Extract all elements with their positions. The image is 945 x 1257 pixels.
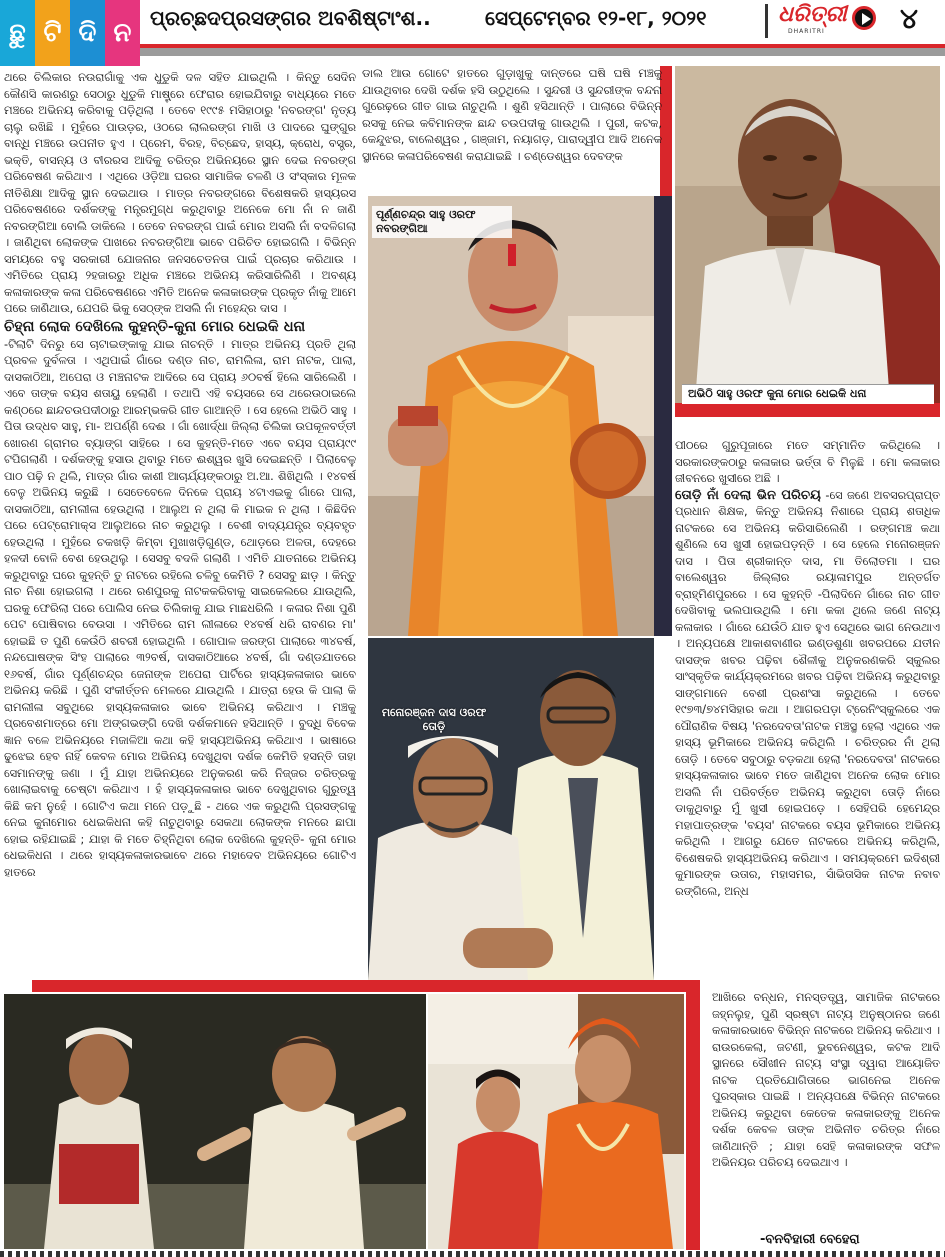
play-icon (852, 6, 876, 30)
accent-bar (675, 403, 940, 417)
header-rule-grey (140, 48, 945, 56)
page-bottom-stripe (0, 1251, 945, 1257)
article-paragraph: ଥରେ ଚିଲିକାର ନଉରାଗାଁକୁ ଏକ ଧୁଡୁକି ଦଳ ସହିତ ଯାଇଥିଲି । କିନ୍ତୁ ସେଦିନ କୌଣସି କାରଣରୁ ସେଠାରୁ ଧୁଡୁକି ମାଷ୍ଟ୍ରେ ଫେରାର ହୋଇଯିବାରୁ ବାଧ୍ୟରେ ମତେ ମଞ୍ଚରେ ଅଭିନୟ କରିବାକୁ ପଡ଼ିଥିଲା । ତେବେ ୧୯୯୫ ମସିହାଠାରୁ 'ନବରଙ୍ଗ' ନୃତ୍ୟ ଚାଲୁ ରଖିଛି । ମୁହଁରେ ପାଉଡ଼ର, ଓଠରେ ଲାଲରଙ୍ଗ ମାଖି ଓ ପାଦରେ ଘୁଙ୍ଗୁର ବାନ୍ଧି ମଞ୍ଚରେ ଉପନୀତ ହୁଏ । ପ୍ରେମ, ବିରହ, ବିଚ୍ଛେଦ, ହାସ୍ୟ, କ୍ରୋଧ, ବସ୍ତ୍ର, ଭକ୍ତି, ବାସନ୍ୟ ଓ ବୀରରସ ଆଦିକୁ ଚରିତ୍ର ଅଭିନୟରେ ସ୍ଥାନ ଦେଇ ନବରଙ୍ଗ ପରିବେଷଣ କରିଥାଏ । ଏଥିରେ ଓଡ଼ିଆ ଘରର ସାମାଜିକ ଚଳଣି ଓ ସଂସ୍କାର ମୂଳକ ନୀତିଶିକ୍ଷା ଆଦିକୁ ସ୍ଥାନ ଦେଇଥାଉ । ମାତ୍ର ନବରଙ୍ଗରେ ବିଶେଷକରି ହାସ୍ୟରସ ପରିବେଷଣରେ ଦର୍ଶକଙ୍କୁ ମନ୍ତ୍ରମୁଗ୍ଧ କରୁଥିବାରୁ ଅନେକେ ମୋ ନାଁ ନ ଜାଣି ନବରଙ୍ଗିଆ ବୋଲି ଡାକିଲେ । ତେବେ ନବରଙ୍ଗ ପାଇଁ ମୋର ଅସଲି ନାଁ ବଦଳିଗଲା । ଜାଣିଥିବା ଲୋକଙ୍କ ପାଖରେ ନବରଙ୍ଗିଆ ଭାବେ ପରିଚିତ ହୋଇଗଲି । ବିଭିନ୍ନ ସମୟରେ ବହୁ ସରକାରୀ ଯୋଜନାର ଜନସଚେତନତା ପାଇଁ ପ୍ରଚାର କରିଥାଉ । ଏମିତିରେ ପ୍ରାୟ ୨ହଜାରରୁ ଅଧିକ ମଞ୍ଚରେ ଅଭିନୟ କରିସାରିଲିଣି । ଅବଶ୍ୟ କଳାକାରଙ୍କ କଳା ପରିବେଷଣରେ ଏମିତି ଅନେକ କଳାକାରଙ୍କ ପ୍ରକୃତ ନାଁକୁ ଆମେ ପରେ ଜାଣିଥାଉ, ଯେପରି ଭିକୁ ସେଠ୍ଙ୍କ ଅସଲି ନାଁ ମହେନ୍ଦ୍ର ଦାସ । (4, 71, 356, 315)
article-column-right (675, 438, 940, 983)
issue-date: ସେପ୍ଟେମ୍ବର ୧୨-୧୮, ୨୦୨୧ (485, 6, 707, 30)
masthead-letter: ନ (105, 0, 140, 66)
photo-elder-artist (675, 66, 940, 403)
accent-bar (686, 980, 700, 1250)
photo-stage-performance (4, 994, 426, 1249)
photo-caption: ପୂର୍ଣ୍ଣଚନ୍ଦ୍ର ସାହୁ ଓରଫ ନବରଙ୍ଗିଆ (372, 206, 512, 238)
photo-caption: ମନୋରଞ୍ଜନ ଦାସ ଓରଫ ତୋଡ଼ି (381, 706, 487, 733)
page-header (0, 0, 945, 48)
photo-todi-duo (368, 638, 654, 980)
section-title: ପ୍ରଚ୍ଛଦପ୍ରସଙ୍ଗର ଅବଶିଷ୍ଟାଂଶ.. (150, 6, 431, 30)
photo-nabarangia (368, 196, 654, 636)
article-column-right-bottom (712, 990, 940, 1222)
brand-logo: ଧରିତ୍ରୀ (778, 2, 847, 27)
article-subhead: ତୋଡ଼ି ନାଁ ଦେଲା ଭିନ ପରିଚୟ (675, 487, 821, 503)
masthead-letter: ଛୁ (0, 0, 35, 66)
accent-bar (32, 980, 700, 992)
photo-caption: ଅଭିଠି ସାହୁ ଓରଫ କୁନା ମୋର ଧେଇକି ଧନା (682, 384, 934, 404)
brand-subtitle: DHARITRI (788, 28, 825, 35)
masthead-chhutidina (0, 0, 140, 66)
author-byline: -ବନବିହାରୀ ବେହେରା (760, 1232, 860, 1247)
article-paragraph: -ଟିଲାଟି ଦିନରୁ ସେ ଚାଟାଇଙ୍କାକୁ ଯାଇ ନାଚନ୍ତି । ମାତ୍ର ଅଭିନୟ ପ୍ରତି ଥିଲା ପ୍ରବଳ ଦୁର୍ବଳତା । ଏଥିପାଇଁ ଗାଁରେ ଦଣ୍ଡ ନାଚ, ରାମଲିଳା, ରାମ ନାଟକ, ପାଲା, ଦାସକାଠିଆ, ଅପେରା ଓ ମଞ୍ଚନାଟକ ଆଦିରେ ସେ ପ୍ରାୟ ୬୦ବର୍ଷ ହିଲେ ସାରିଲେଣି । ଏବେ ତାଙ୍କ ବୟସ ଶତାୟୁ ହେଲାଣି । ତଥାପି ଏହି ବୟସରେ ସେ ଥରେଉଠାଇଲେ କଣ୍ଠରେ ଛାନ୍ଦଚଉପଦୀଠାରୁ ଆରମ୍ଭକରି ଗୀତ ଗାଆନ୍ତି । ସେ ହେଲେ ଅଭିଠି ସାହୁ । ପିତା ଉଦ୍ଧବ ସାହୁ, ମା- ଅପର୍ଣ୍ଣି ଦେଈ । ଗାଁ ଖୋର୍ଦ୍ଧା ଜିଲ୍ଲା ଚିଲିକା ଉପକୂଳବର୍ତ୍ତୀ ଖୋରଣ ଗ୍ରାମର ବ୍ୟାଙ୍ଗ ସାହିରେ । ସେ କୁହନ୍ତି-ମତେ ଏବେ ବୟସ ପ୍ରାୟ୯୯ ଟପିଗଲାଣି । ଦର୍ଶକଙ୍କୁ ହସାଉ ଥିବାରୁ ମତେ ଈଶ୍ୱର ଖୁସି ଦେଇଛନ୍ତି । ପିଲାବେଳୁ ପାଠ ପଢ଼ି ନ ଥିଲି, ମାତ୍ର ଗାଁର କାଶୀ ଆଚାର୍ଯ୍ୟଙ୍କଠାରୁ ଅ.ଆ. ଶିଖିଥିଲି । ୧୪ବର୍ଷ ବେଳୁ ଅଭିନୟ କରୁଛି । ସେତେବେଳେ ଦିନକେ ପ୍ରାୟ ୪ଟାଏଇକୁ ଗାଁରେ ପାଲା, ଦାସକାଠିଆ, ରାମଲୀଳା ହେଉଥିଲା । ଆଲୁଅ ନ ଥିଲା କି ମାଇକ ନ ଥିଲା । କିଛିଦିନ ପରେ ପେଟ୍ରୋମାକ୍ସ ଆଲୁଅରେ ନାଚ କରୁଥିଲୁ । ବେଶୀ ବାଦ୍ୟଯନ୍ତ୍ର ବ୍ୟବହୃତ ହେଉଥିଲା । ମୁହଁରେ ଚକଖଡ଼ି କିମ୍ବା ମୁଖାଖଡ଼ିଗୁଣ୍ଡ, ଥୋଡ଼ରେ ଅଳତା, ଦେହରେ ହଳଦୀ ବୋଳି ବେଶ ହେଉଥିଲୁ । ସେସବୁ ବଦଳି ଗଲାଣି । ଏମିତି ଯାତନାରେ ଅଭିନୟ କରୁଥିବାରୁ ଘରେ କୁହନ୍ତି ତୁ ନାଟରେ ରହିଲେ ଚଳିବୁ କେମିତି ? ସେସବୁ ଛାଡ଼ । କିନ୍ତୁ ନାଚ ନିଶା ହୋଇଗଲା । ଥରେ ରଣପୁରକୁ ନାଟକକରିବାକୁ ସାଇକେଲରେ ଯାଉଥିଲି, ଘରକୁ ଫେରିଲା ପରେ ପୋଲିସ ନେଇ ଚିଲିକାକୁ ଯାଇ ମାଛଧରିଲି । କଳାର ନିଶା ପୁଣି ପେଟ ପୋଷିବାର ବେଉସା । ଏମିତିରେ ରାମ ଲୀଳାରେ ୧୪ବର୍ଷ ଧରି ରାବଣର ମା' ହୋଇଛି ତ ପୁଣି କେଉଁଠି ଶବରୀ ହୋଇଥିଲି । ଗୋପାଳ ଜରଙ୍ଗ ପାଲାରେ ୩୪ବର୍ଷ, ନନ୍ଦଘୋଷଙ୍କ ସିଂହ ପାଲାରେ ୩୨ବର୍ଷ, ଦାସକାଠିଆରେ ୪ବର୍ଷ, ଗାଁ ଦଣ୍ଡଯାତରେ ୧୬ବର୍ଷ, ଗାଁର ପୂର୍ଣ୍ଣଚନ୍ଦ୍ର ଜେନାଙ୍କ ଅପେରା ପାର୍ଟିରେ ହାସ୍ୟକଳାକାର ଭାବେ ଅଭିନୟ କରିଛି । ପୁଣି ସଂକୀର୍ତ୍ତନ ମେଳରେ ଯାଉଥିଲି । ଯାତ୍ରା ହେଉ କି ପାଲା କି ରାମଲୀଳା ସବୁଥିରେ ହାସ୍ୟକଳାକାର ଭାବେ ଅଭିନୟ କରିଥାଏ । ମଞ୍ଚକୁ ପ୍ରବେଶମାତ୍ରେ ମୋ ଅଙ୍ଗଭଙ୍ଗି ଦେଖି ଦର୍ଶକମାନେ ହସିଥାନ୍ତି । ବୁଦ୍ଧି ବିବେକ ଜ୍ଞାନ ବଳେ ଅଭିନୟରେ ମଜାଳିଆ କଥା କହି ହାସ୍ୟଅଭିନୟ କରିଥାଏ । ଭାଷାରେ ଢୁଝେଇ ହେବ ନାହିଁ କେବଳ ମୋର ଅଭିନୟ ଦେଖୁଥିବା ଦର୍ଶକ କେମିତି ହସନ୍ତି ତାହା ସେମାନଙ୍କୁ ଜଣା । ମୁଁ ଯାହା ଅଭିନୟରେ ଅନୁକରଣ କରି ନିଜ୍ଜର ଚରିତ୍ରକୁ ଖୋଲାଇବାକୁ ଚେଷ୍ଟା କରିଥାଏ । ହଁ ହାସ୍ୟକଳାକାର ଭାବେ ଦେଖୁଥିବାର ଗୁରୁତ୍ୱ କିଛି କମ ନୁହେଁ । ଗୋଟିଏ କଥା ମନେ ପଡ଼ୁଛି - ଥରେ ଏକ କରୁଥିଲି ପ୍ରସଙ୍ଗକୁ ନେଇ କୁନାମୋର ଧେଇକିଧନା କହି ନାଚୁଥିବାରୁ ସେକଥା ଲୋକଙ୍କ ମନରେ ଛାପା ହୋଇ ରହିଯାଇଛି ; ଯାହା କି ମତେ ଚିହ୍ନିଥିବା ଲୋକ ଦେଖିଲେ କୁହନ୍ତି- କୁନା ମୋର ଧେଇକିଧନା । ଥରେ ହାସ୍ୟକଳାକାରଭାବେ ଥରେ ମହାଦେବ ଅଭିନୟରେ ଗୋଟିଏ ହାତରେ (4, 337, 356, 879)
accent-bar (654, 196, 672, 636)
photo-costume-pair (428, 994, 684, 1249)
header-divider (765, 4, 768, 38)
article-paragraph: ପୀଠରେ ଗୁରୁପୂଜାରେ ମତେ ସମ୍ମାନିତ କରିଥିଲେ । ସରକାରଙ୍କଠାରୁ କଳାକାର ଭର୍ତ୍ତା ବି ମିଳୁଛି । ମୋ କଳାକାର ଜୀବନରେ ଖୁସୀରେ ଅଛି । (675, 439, 940, 485)
article-paragraph: ଡାଲ ଆଉ ଗୋଟେ ହାତରେ ଗୁଡ଼ାଖୁକୁ ଦାନ୍ତରେ ଘଷି ଘଷି ମଞ୍ଚକୁ ଯାଉଥିବାର ଦେଖି ଦର୍ଶକ ହସି ଉଠୁଥିଲେ । ସୁନ୍ଦରୀ ଓ ସୁନ୍ଦରୀଙ୍କ ବନ୍ଦନା ଗୁରେଢ଼ରେ ଗୀତ ଗାଇ ନାଚୁଥିଲି । ଶୁଣି ହସିଥାନ୍ତି । ପାଲାରେ ବିଭିନ୍ନ ରସକୁ ନେଇ କବିମାନଙ୍କ ଛାନ୍ଦ ଚଉପଦୀକୁ ଗାଉଥିଲି । ପୁରୀ, କଟକ, କେନ୍ଦୁଝର, ବାଲେଶ୍ୱର , ଗଞ୍ଜାମ, ନୟାଗଡ଼, ପାରାଦ୍ୱୀପ ଆଦି ଅନେକ ସ୍ଥାନରେ କଳାପରିବେଷଣ କରାଯାଇଛି । ଚଣ୍ଡେଶ୍ୱର ଦେବଙ୍କ (362, 67, 662, 163)
article-column-left (4, 70, 356, 970)
page-number: ୪ (900, 2, 918, 35)
masthead-letter: ଦି (70, 0, 105, 66)
article-paragraph: -ସେ ଜଣେ ଅବସରପ୍ରାପ୍ତ ପ୍ରଧାନ ଶିକ୍ଷକ, କିନ୍ତୁ ଅଭିନୟ ନିଶାରେ ପ୍ରାୟ ଶତାଧିକ ନାଟକରେ ସେ ଅଭିନୟ କରିସାରିଲେଣି । ରଙ୍ଗମଞ୍ଚ କଥା ଶୁଣିଲେ ସେ ଖୁସୀ ହୋଇପଡ଼ନ୍ତି । ସେ ହେଲେ ମନୋରଞ୍ଜନ ଦାସ । ପିତା ଶ୍ରୀକାନ୍ତ ଦାସ, ମା ତିଲୋତମା । ଘର ବାଲେଶ୍ୱର ଜିଲ୍ଲାର ରୟାଳାମପୁର ଅନ୍ତର୍ଗତ ବ୍ରାହ୍ମିଣପୁରରେ । ସେ କୁହନ୍ତି -ପିଲାଦିନେ ଗାଁରେ ନାଚ ଗୀତ ଦେଖିବାକୁ ଭଲପାଉଥିଲି । ମୋ କକା ଥିଲେ ଜଣେ ନାଟ୍ୟ କଳାକାର । ଗାଁରେ ଯେଉଁଠି ଯାତ ହୁଏ ସେଥିରେ ଭାଗ ନେଉଥାଏ । ଅନ୍ୟପକ୍ଷେ ଆକାଶବାଣୀର ଇଣ୍ଡଶୁଣା ଖବରପରେ ଯତୀନ ଦାସଙ୍କ ଖବର ପଢ଼ିବା ଶୈଳୀକୁ ଅନୁକରଣକରି ସ୍କୁଲର ସାଂସ୍କୃତିକ କାର୍ଯ୍ୟକ୍ରମରେ ଖବର ପଢ଼ିବା ଅଭିନୟ କରୁଥିବାରୁ ସାଙ୍ଗମାନେ ବେଶୀ ପ୍ରଶଂସା କରୁଥିଲେ । ତେବେ ୧୯୭୩/୭୪ମସିହାର କଥା । ଆଗରପଡ଼ା ଟ୍ରେନିଂସ୍କୁଲରେ ଏକ ପୌରାଣିକ ବିଷୟ 'ନରଦେବତା'ନାଟକ ମଞ୍ଚସ୍ଥ ହେଲା ଏଥିରେ ଏକ ହାସ୍ୟ ଭୂମିକାରେ ଅଭିନୟ କରିଥିଲି । ଚରିତ୍ରର ନାଁ ଥିଲା ତୋଡ଼ି । ତେବେ ସବୁଠାରୁ ବଡ଼କଥା ହେଲା 'ନରଦେବତା' ନାଟକରେ ହାସ୍ୟକଳାକାର ଭାବେ ମତେ ଜାଣିଥିବା ଅନେକ ଲୋକ ମୋର ଅସଲି ନାଁ ପରିବର୍ତ୍ତେ ଅଭିନୟ କରୁଥିବା ତୋଡ଼ି ନାଁରେ ଡାକୁଥିବାରୁ ମୁଁ ଖୁସୀ ହୋଇପଡ଼େ । ସେହିପରି ହେମେନ୍ଦ୍ର ମହାପାତ୍ରଙ୍କ 'ବୟସ' ନାଟକରେ ବୟସ ଭୂମିକାରେ ଅଭିନୟ କରିଥିଲି । ଆଗରୁ ଯେତେ ନାଟକରେ ଅଭିନୟ କରିଥିଲି, ବିଶେଷକରି ହାସ୍ୟଅଭିନୟ କରିଥାଏ । ସମୟକ୍ରମେ ଇଦିଶ୍ରୀ କୁମାରଙ୍କ ଉତାର, ମହାସମର, ସାଁଭିତାସିକ ନାଟକ ନବାବ ରଙ୍ଗିଲେ, ଅନ୍ଧ (675, 488, 940, 898)
article-column-middle (362, 66, 662, 174)
article-paragraph: ଆଖିରେ ବନ୍ଧନ, ମନସ୍ତତ୍ତ୍ୱ, ସାମାଜିକ ନାଟକରେ ଜହ୍ନଲୁହ, ପୁଣି ସ୍ରଷ୍ଟା ନାଟ୍ୟ ଅନୁଷ୍ଠାନର ଜଣେ କଳାକାରଭାବେ ବିଭିନ୍ନ ନାଟକରେ ଅଭିନୟ କରିଥାଏ । ରାଉରକେଲା, ଜଟଣୀ, ଭୁବନେଶ୍ୱର, କଟକ ଆଦି ସ୍ଥାନରେ ସୌଖୀନ ନାଟ୍ୟ ସଂସ୍ଥା ଦ୍ୱାରା ଆୟୋଜିତ ନାଟକ ପ୍ରତିଯୋଗିତାରେ ଭାଗନେଇ ଅନେକ ପୁରସ୍କାର ପାଇଛି । ଅନ୍ୟପକ୍ଷେ ବିଭିନ୍ନ ନାଟକରେ ଅଭିନୟ କରୁଥିବା କେତେକ କଳାକାରଙ୍କୁ ଅନେକ ଦର୍ଶକ କେବଳ ତାଙ୍କ ଅଭିନୀତ ଚରିତ୍ର ନାଁରେ ଜାଣିଥାନ୍ତି ; ଯାହା ସେହି କଳାକାରଙ୍କ ସଫଳ ଅଭିନୟର ପରିଚୟ ଦେଇଥାଏ । (712, 991, 940, 1169)
article-subhead: ଚିହ୍ନା ଲୋକ ଦେଖିଲେ କୁହନ୍ତି-କୁନା ମୋର ଧେଇକି ଧନା (4, 318, 306, 335)
masthead-letter: ଟି (35, 0, 70, 66)
